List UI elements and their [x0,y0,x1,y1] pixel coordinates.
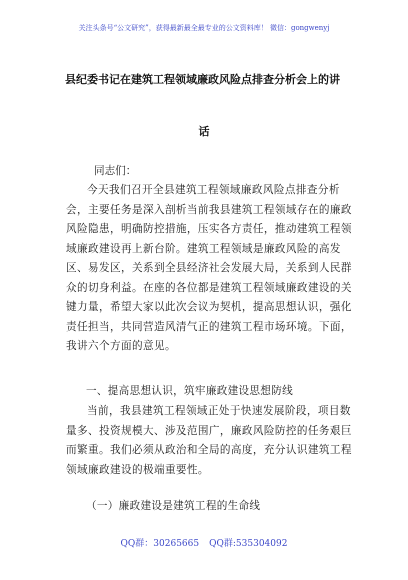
footer [0,536,408,549]
document-title: 县纪委书记在建筑工程领域廉政风险点排查分析会上的讲 [65,73,340,86]
footer-qq-group-2: QQ群:535304092 [209,539,288,549]
subsection-heading-1: （一）廉政建设是建筑工程的生命线 [86,500,261,512]
footer-qq-group-1: QQ群：30265665 [120,539,200,549]
section-heading-1: 一、提高思想认识，筑牢廉政建设思想防线 [86,385,293,397]
document-title-continuation: 话 [198,125,210,138]
salutation: 同志们： [94,165,137,177]
paragraph-intro: 今天我们召开全县建筑工程领域廉政风险点排查分析会，主要任务是深入剖析当前我县建筑工程领域存在的廉政风险隐患，明确防控措施，压实各方责任，推动建筑工程领域廉政建设再上新台阶。建筑工程领域是廉政风险的高发区、易发区，关系到全县经济社会发展大局，关系到人民群众的切身利益。在座的各位都是建筑工程领域廉政建设的关键力量，希望大家以此次会议为契机，提高思想认识，强化责任担当，共同营造风清气正的建筑工程市场环境。下面，我讲六个方面的意见。 [66,184,352,352]
paragraph-section-1: 当前，我县建筑工程领域正处于快速发展阶段，项目数量多、投资规模大、涉及范围广，廉政风险防控的任务艰巨而繁重。我们必须从政治和全局的高度，充分认识建筑工程领域廉政建设的极端重要性。 [66,405,352,476]
header-banner: 关注头条号“公文研究”，获得最新最全最专业的公文资料库！ 微信：gongwenyj [78,24,330,32]
